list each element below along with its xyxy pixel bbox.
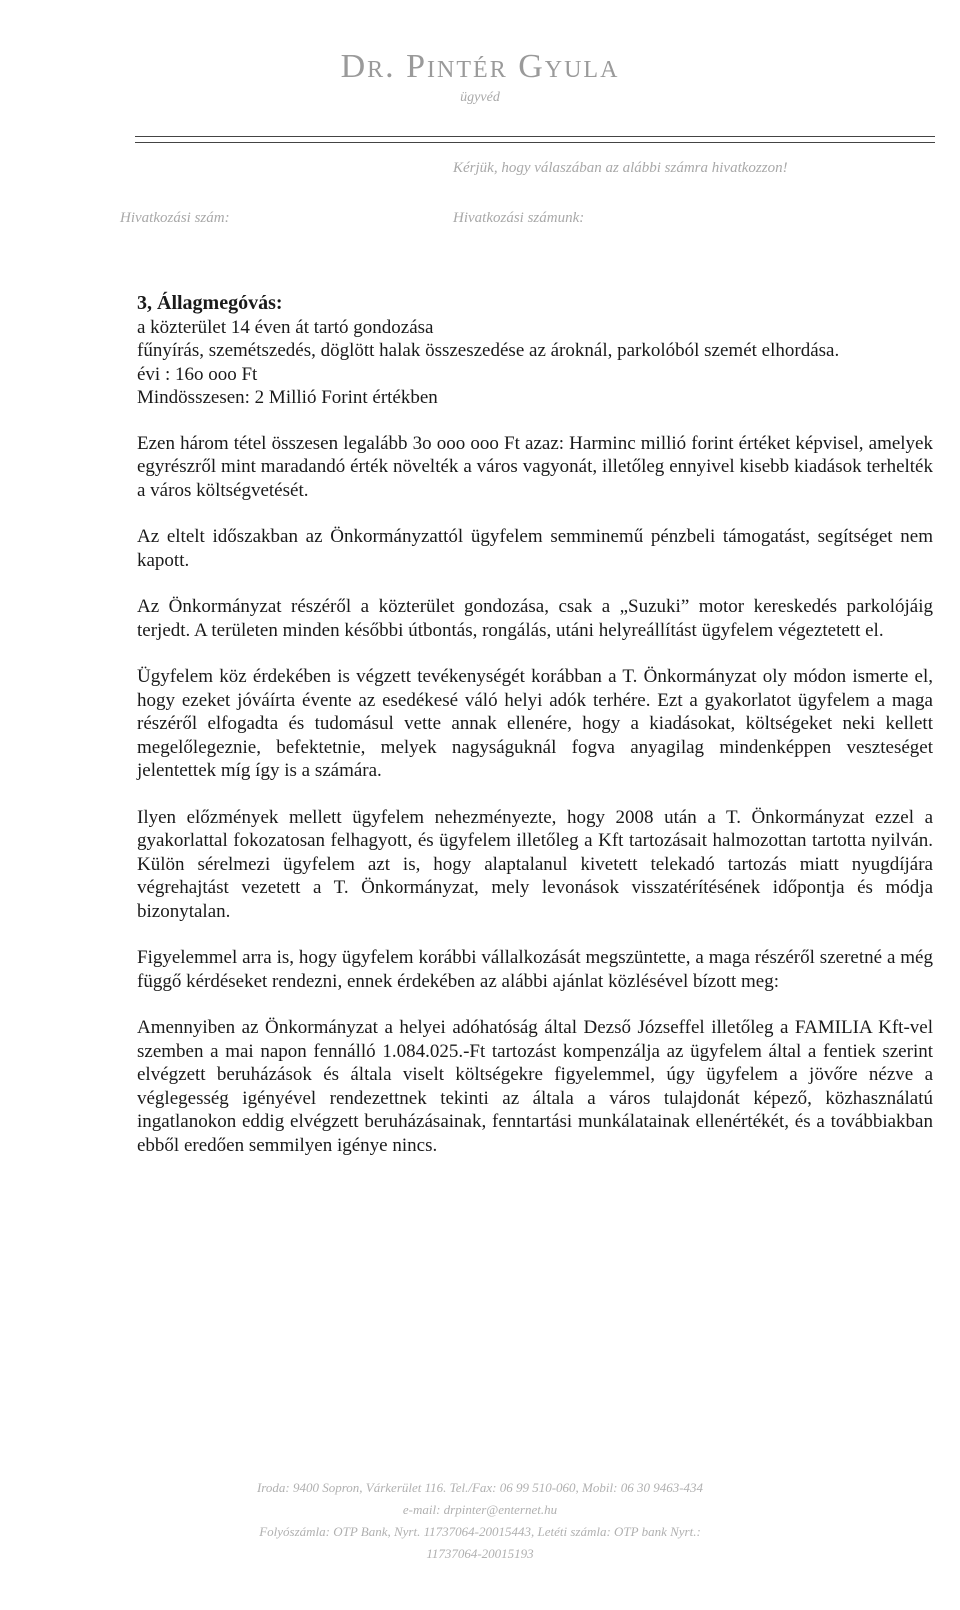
your-reference-label: Hivatkozási számunk: [453, 210, 585, 226]
section-line: fűnyírás, szemétszedés, döglött halak összeszedése az ároknál, parkolóból szemét elhordása. [137, 340, 840, 361]
section-heading: 3, Állagmegóvás: [137, 292, 283, 314]
body-paragraph: Figyelemmel arra is, hogy ügyfelem korábbi vállalkozását megszüntette, a maga részéről szeretné a még függő kérdéseket rendezni, ennek érdekében az alábbi ajánlat közlésével bízott meg: [137, 947, 933, 992]
our-reference-label: Hivatkozási szám: [120, 210, 230, 226]
letterhead-title: ügyvéd [460, 90, 500, 105]
section-line: évi : 16o ooo Ft [137, 363, 258, 385]
body-paragraph: Az Önkormányzat részéről a közterület gondozása, csak a „Suzuki” motor kereskedés parkolójáig terjedt. A területen minden későbbi útbontás, rongálás, utáni helyreállítást ügyfelem végeztetett el. [137, 596, 933, 641]
body-paragraph: Ilyen előzmények mellett ügyfelem nehezményezte, hogy 2008 után a T. Önkormányzat ezzel a gyakorlattal fokozatosan felhagyott, és ügyfelem illetőleg a Kft tartozásait halmozottan tartotta nyilván. Külön sérelmezi ügyfelem azt is, hogy alaptalanul kivetett telekadó tartozás miatt nyugdíjára végrehajtást vezetett a T. Önkormányzat, mely levonások visszatérítésének időpontja és módja bizonytalan. [137, 806, 933, 922]
footer-escrow-account: 11737064-20015193 [426, 1546, 534, 1561]
body-paragraph: Az eltelt időszakban az Önkormányzattól ügyfelem semminemű pénzbeli támogatást, segítséget nem kapott. [137, 526, 933, 571]
body-paragraph: Ügyfelem köz érdekében is végzett tevékenységét korábban a T. Önkormányzat oly módon ismerte el, hogy ezeket jóváírta évente az esedékesé váló helyi adók terhére. Ezt a gyakorlatot ügyfelem a maga részéről elfogadta és tudomásul vette annak ellenére, hogy a kiadásokat, költségeket neki kellett megelőlegeznie, befektetnie, melyek nagyságuknál fogva anyagilag mindenképpen veszteséget jelentettek míg így is a számára. [137, 666, 933, 781]
reply-note: Kérjük, hogy válaszában az alábbi számra hivatkozzon! [453, 160, 788, 176]
footer-email: e-mail: drpinter@enternet.hu [402, 1502, 558, 1517]
footer-bank-account: Folyószámla: OTP Bank, Nyrt. 11737064-20015443, Letéti számla: OTP bank Nyrt.: [259, 1524, 701, 1539]
section-line: Mindösszesen: 2 Millió Forint értékben [137, 387, 438, 408]
footer-address: Iroda: 9400 Sopron, Várkerület 116. Tel./Fax: 06 99 510-060, Mobil: 06 30 9463-434 [256, 1480, 704, 1495]
section-line: a közterület 14 éven át tartó gondozása [137, 316, 434, 338]
footer [0, 1477, 960, 1565]
letterhead-rule-bottom [135, 142, 935, 143]
letterhead-rule-top [135, 136, 935, 137]
body-paragraph: Ezen három tétel összesen legalább 3o ooo ooo Ft azaz: Harminc millió forint értéket képvisel, amelyek egyrészről mint maradandó érték növelték a város vagyonát, illetőleg ennyivel kisebb kiadások terhelték a város költségvetését. [137, 432, 933, 501]
letterhead-name: Dr. Pintér Gyula [340, 48, 620, 85]
letter-body [137, 292, 933, 1180]
body-paragraph: Amennyiben az Önkormányzat a helyei adóhatóság által Dezső Józseffel illetőleg a FAMILIA Kft-vel szemben a mai napon fennálló 1.084.025.-Ft tartozást kompenzálja az ügyfelem által a fentiek szerint elvégzett beruházások és általa viselt költségekre figyelemmel, úgy ügyfelem a jövőre nézve a véglegesség igényével rendezettnek tekinti az általa a város tulajdonát képező, közhasználatú ingatlanokon eddig elvégzett beruházásainak, fenntartási munkálatainak ellenértékét, és a továbbiakban ebből eredően semmilyen igénye nincs. [137, 1017, 933, 1156]
